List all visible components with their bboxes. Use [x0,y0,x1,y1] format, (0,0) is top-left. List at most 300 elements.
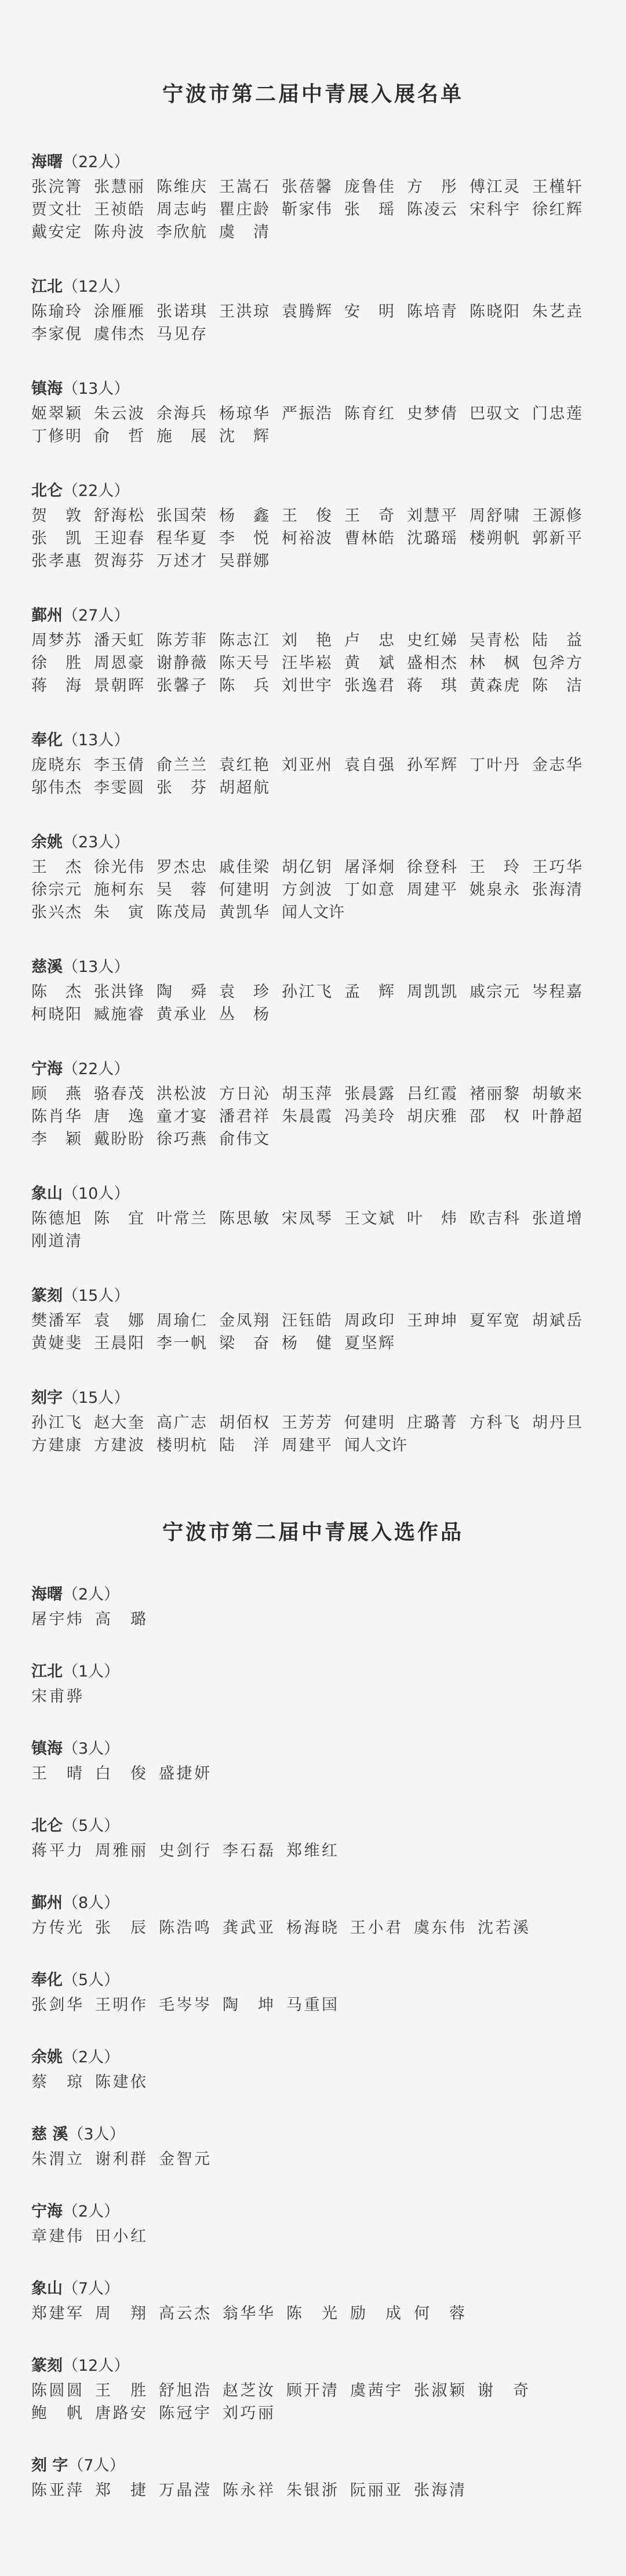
region-heading [31,1387,595,1409]
person-name: 胡玉萍 [282,1085,332,1103]
region-count: （12人） [63,278,130,296]
list2-title: 宁波市第二届中青展入选作品 [162,1521,464,1544]
region-count: （13人） [63,731,130,749]
region-count: （10人） [63,1185,130,1203]
person-name: 叶 炜 [407,1210,457,1228]
region-count: （2人） [63,2048,120,2066]
name-list [31,629,595,697]
region-section [31,832,595,924]
region-count: （2人） [63,2203,120,2221]
person-name: 安 明 [344,303,394,321]
person-name: 王 胜 [95,2382,146,2400]
region-heading [31,2124,595,2146]
person-name: 虞东伟 [414,1919,465,1937]
name-list [31,1917,595,1939]
region-section [31,1387,595,1457]
region-name: 慈 溪 [31,2125,68,2143]
person-name: 白 俊 [95,1765,146,1783]
region-section [31,2278,595,2325]
region-name: 海曙 [31,1585,63,1603]
person-name: 汪毕崧 [282,654,332,672]
person-name: 方 彤 [407,178,457,196]
person-name: 吕红霞 [407,1085,457,1103]
person-name: 高云杰 [159,2305,210,2323]
person-name: 周舒啸 [470,507,519,525]
person-name: 谢静薇 [156,654,206,672]
person-name: 李 颖 [31,1130,81,1148]
person-name: 黄承业 [156,1006,206,1024]
person-name: 庄璐菁 [407,1414,457,1432]
region-name: 宁海 [31,2203,63,2221]
region-count: （13人） [63,958,130,976]
person-name: 黄森虎 [470,677,519,695]
region-name: 象山 [31,2280,63,2298]
person-name: 陆 洋 [219,1436,269,1454]
person-name: 黄婕斐 [31,1334,81,1352]
person-name: 张国荣 [156,507,206,525]
person-name: 李欣航 [156,223,206,241]
person-name: 闻人文许 [344,1436,407,1454]
person-name: 贺 敦 [31,507,81,525]
person-name: 庞鲁佳 [344,178,394,196]
person-name: 朱渭立 [31,2150,82,2168]
region-name: 象山 [31,1185,63,1203]
region-heading [31,956,595,978]
name-list [31,505,595,572]
region-section [31,730,595,799]
region-section [31,151,595,244]
person-name: 戚佳梁 [219,858,269,876]
person-name: 陈浩鸣 [159,1919,210,1937]
person-name: 刘慧平 [407,507,457,525]
list1-title: 宁波市第二届中青展入展名单 [162,82,464,106]
person-name: 陈德旭 [31,1210,81,1228]
person-name: 翁华华 [223,2305,274,2323]
person-name: 张 瑶 [344,201,394,219]
person-name: 张海清 [532,881,582,899]
person-name: 柯裕波 [282,529,332,547]
person-name: 励 成 [350,2305,401,2323]
region-section [31,1661,595,1708]
person-name: 王 奇 [344,507,394,525]
person-name: 王珅坤 [407,1312,457,1330]
region-name: 刻 字 [31,2457,68,2475]
region-count: （3人） [68,2125,125,2143]
person-name: 徐登科 [407,858,457,876]
person-name: 洪松波 [156,1085,206,1103]
person-name: 张 凯 [31,529,81,547]
person-name: 李雯圆 [94,779,144,797]
person-name: 鲍 帆 [31,2404,82,2422]
person-name: 陈晓阳 [470,303,519,321]
person-name: 张海清 [414,2481,465,2499]
person-name: 周 翔 [95,2305,146,2323]
person-name: 舒旭浩 [159,2382,210,2400]
person-name: 万述才 [156,552,206,570]
person-name: 周梦苏 [31,632,81,650]
region-section [31,1738,595,1785]
region-heading [31,2355,595,2377]
person-name: 俞 哲 [94,427,144,445]
person-name: 史梦倩 [407,405,457,423]
person-name: 张剑华 [31,1996,82,2014]
person-name: 赵大奎 [94,1414,144,1432]
person-name: 臧施睿 [94,1006,144,1024]
person-name: 樊潘军 [31,1312,81,1330]
region-section [31,480,595,572]
region-name: 镇海 [31,1740,63,1758]
person-name: 李玉倩 [94,756,144,774]
region-section [31,956,595,1026]
person-name: 胡敏来 [532,1085,582,1103]
region-heading [31,730,595,752]
region-count: （7人） [68,2457,125,2475]
person-name: 王文斌 [344,1210,394,1228]
name-list [31,2302,595,2325]
person-name: 周瑜仁 [156,1312,206,1330]
person-name: 刘巧丽 [223,2404,274,2422]
region-section [31,1183,595,1253]
person-name: 蔡 琼 [31,2073,82,2091]
region-heading [31,1584,595,1606]
person-name: 朱艺垚 [532,303,582,321]
name-list [31,2148,595,2171]
name-list [31,402,595,448]
list1-sections [31,151,595,1457]
person-name: 马见存 [156,325,206,343]
person-name: 郑 捷 [95,2481,146,2499]
person-name: 张孝惠 [31,552,81,570]
region-heading [31,605,595,627]
region-heading [31,2455,595,2477]
person-name: 吴群娜 [219,552,269,570]
person-name: 周志屿 [156,201,206,219]
person-name: 景朝晖 [94,677,144,695]
person-name: 高广志 [156,1414,206,1432]
region-name: 篆刻 [31,2357,63,2375]
person-name: 孙江飞 [282,983,332,1001]
person-name: 方传光 [31,1919,82,1937]
person-name: 冯美玲 [344,1108,394,1126]
person-name: 王晨阳 [94,1334,144,1352]
person-name: 姚泉永 [470,881,519,899]
person-name: 陈凌云 [407,201,457,219]
person-name: 虞茜宇 [350,2382,401,2400]
person-name: 蒋 琪 [407,677,457,695]
name-list [31,981,595,1026]
person-name: 张洪锋 [94,983,144,1001]
name-list [31,1083,595,1151]
person-name: 沈 辉 [219,427,269,445]
person-name: 骆春茂 [94,1085,144,1103]
region-name: 北仑 [31,1817,63,1835]
person-name: 余海兵 [156,405,206,423]
person-name: 周建平 [407,881,457,899]
person-name: 沈若溪 [478,1919,529,1937]
person-name: 包斧方 [532,654,582,672]
person-name: 夏坚辉 [344,1334,394,1352]
name-list [31,1685,595,1708]
region-section [31,2047,595,2094]
person-name: 王 杰 [31,858,81,876]
person-name: 刘世宇 [282,677,332,695]
person-name: 方建康 [31,1436,81,1454]
person-name: 胡丹旦 [532,1414,582,1432]
person-name: 楼朔帆 [470,529,519,547]
person-name: 潘君祥 [219,1108,269,1126]
person-name: 吴青松 [470,632,519,650]
person-name: 郭新平 [532,529,582,547]
region-name: 篆刻 [31,1287,63,1305]
name-list [31,176,595,244]
person-name: 胡庆雅 [407,1108,457,1126]
region-section [31,2124,595,2171]
person-name: 屠泽炯 [344,858,394,876]
person-name: 陈 杰 [31,983,81,1001]
region-count: （1人） [63,1663,120,1681]
region-name: 奉化 [31,731,63,749]
person-name: 田小红 [95,2227,146,2245]
person-name: 严振浩 [282,405,332,423]
region-heading [31,276,595,298]
name-list [31,1840,595,1862]
region-section [31,1969,595,2016]
person-name: 赵芝汝 [223,2382,274,2400]
region-heading [31,2278,595,2300]
person-name: 何建明 [219,881,269,899]
region-heading [31,1058,595,1080]
person-name: 袁红艳 [219,756,269,774]
person-name: 沈璐瑶 [407,529,457,547]
person-name: 丁叶丹 [470,756,519,774]
person-name: 黄 斌 [344,654,394,672]
person-name: 李石磊 [223,1842,274,1860]
person-name: 孟 辉 [344,983,394,1001]
person-name: 孙江飞 [31,1414,81,1432]
region-name: 鄞州 [31,1894,63,1912]
person-name: 金智元 [159,2150,210,2168]
person-name: 李家俔 [31,325,81,343]
person-name: 徐宗元 [31,881,81,899]
person-name: 郑维红 [286,1842,337,1860]
person-name: 袁腾辉 [282,303,332,321]
person-name: 虞 清 [219,223,269,241]
person-name: 朱 寅 [94,904,144,921]
person-name: 周政印 [344,1312,394,1330]
person-name: 丛 杨 [219,1006,269,1024]
person-name: 柯晓阳 [31,1006,81,1024]
name-list [31,754,595,799]
name-list [31,1412,595,1457]
person-name: 陈瑜玲 [31,303,81,321]
person-name: 俞伟文 [219,1130,269,1148]
person-name: 戚宗元 [470,983,519,1001]
person-name: 朱银浙 [286,2481,337,2499]
person-name: 王巧华 [532,858,582,876]
person-name: 陈茂局 [156,904,206,921]
person-name: 丁修明 [31,427,81,445]
person-name: 王芳芳 [282,1414,332,1432]
person-name: 唐路安 [95,2404,146,2422]
region-heading [31,2047,595,2069]
person-name: 张浣箐 [31,178,81,196]
person-name: 顾 燕 [31,1085,81,1103]
person-name: 史剑行 [159,1842,210,1860]
region-heading [31,1183,595,1205]
person-name: 王 俊 [282,507,332,525]
person-name: 宋科宇 [470,201,519,219]
region-heading [31,151,595,173]
person-name: 施柯东 [94,881,144,899]
name-list [31,1994,595,2016]
person-name: 程华夏 [156,529,206,547]
person-name: 何 蓉 [414,2305,465,2323]
person-name: 胡斌岳 [532,1312,582,1330]
person-name: 陈 兵 [219,677,269,695]
person-name: 万晶滢 [159,2481,210,2499]
person-name: 高 璐 [95,1610,146,1628]
person-name: 陆 益 [532,632,582,650]
region-count: （5人） [63,1817,120,1835]
person-name: 刘 艳 [282,632,332,650]
region-count: （23人） [63,833,130,851]
region-count: （22人） [63,1060,130,1078]
person-name: 陈永祥 [223,2481,274,2499]
region-count: （5人） [63,1971,120,1989]
person-name: 张慧丽 [94,178,144,196]
region-section [31,378,595,448]
name-list [31,2479,595,2502]
person-name: 张 辰 [95,1919,146,1937]
region-heading [31,1661,595,1683]
person-name: 李一帆 [156,1334,206,1352]
person-name: 谢 奇 [478,2382,529,2400]
name-list [31,1207,595,1253]
person-name: 唐 逸 [94,1108,144,1126]
person-name: 夏军宽 [470,1312,519,1330]
name-list [31,1608,595,1631]
person-name: 朱云波 [94,405,144,423]
region-name: 奉化 [31,1971,63,1989]
person-name: 梁 奋 [219,1334,269,1352]
person-name: 郑建军 [31,2305,82,2323]
person-name: 徐 胜 [31,654,81,672]
person-name: 陈培青 [407,303,457,321]
name-list [31,2379,595,2425]
region-section [31,605,595,697]
region-section [31,2355,595,2425]
region-name: 江北 [31,1663,63,1681]
person-name: 王祯皓 [94,201,144,219]
person-name: 王 晴 [31,1765,82,1783]
region-count: （27人） [63,607,130,625]
region-name: 余姚 [31,2048,63,2066]
person-name: 门忠莲 [532,405,582,423]
region-count: （3人） [63,1740,120,1758]
region-name: 北仑 [31,482,63,500]
person-name: 毛岑岑 [159,1996,210,2014]
person-name: 谢利群 [95,2150,146,2168]
person-name: 徐光伟 [94,858,144,876]
person-name: 傅江灵 [470,178,519,196]
region-count: （8人） [63,1894,120,1912]
person-name: 方日沁 [219,1085,269,1103]
person-name: 吴 蓉 [156,881,206,899]
person-name: 贺海芬 [94,552,144,570]
person-name: 罗杰忠 [156,858,206,876]
person-name: 贾文壮 [31,201,81,219]
person-name: 徐红辉 [532,201,582,219]
person-name: 盛捷妍 [159,1765,210,1783]
region-name: 刻字 [31,1389,63,1407]
person-name: 陶 坤 [223,1996,274,2014]
person-name: 王槿轩 [532,178,582,196]
person-name: 卢 忠 [344,632,394,650]
person-name: 叶静超 [532,1108,582,1126]
region-name: 鄞州 [31,607,63,625]
person-name: 阮丽亚 [350,2481,401,2499]
region-section [31,1815,595,1862]
region-heading [31,1815,595,1837]
region-name: 海曙 [31,153,63,171]
person-name: 涂雁雁 [94,303,144,321]
person-name: 舒海松 [94,507,144,525]
person-name: 方建波 [94,1436,144,1454]
person-name: 李 悦 [219,529,269,547]
name-list [31,300,595,346]
person-name: 张馨子 [156,677,206,695]
person-name: 陈肖华 [31,1108,81,1126]
region-name: 慈溪 [31,958,63,976]
region-heading [31,1969,595,1991]
person-name: 王 玲 [470,858,519,876]
person-name: 张 芬 [156,779,206,797]
person-name: 邬伟杰 [31,779,81,797]
person-name: 袁自强 [344,756,394,774]
person-name: 陈建依 [95,2073,146,2091]
person-name: 闻人文许 [282,904,344,921]
name-list [31,1309,595,1355]
region-heading [31,1285,595,1307]
region-section [31,1058,595,1151]
person-name: 周恩豪 [94,654,144,672]
person-name: 陈思敏 [219,1210,269,1228]
region-section [31,276,595,346]
person-name: 徐巧燕 [156,1130,206,1148]
person-name: 金志华 [532,756,582,774]
region-section [31,1285,595,1355]
person-name: 楼明杭 [156,1436,206,1454]
person-name: 童才宴 [156,1108,206,1126]
region-heading [31,1892,595,1914]
person-name: 屠宇炜 [31,1610,82,1628]
person-name: 史红娣 [407,632,457,650]
region-heading [31,2201,595,2223]
person-name: 金凤翔 [219,1312,269,1330]
person-name: 张蓓馨 [282,178,332,196]
person-name: 刚道清 [31,1232,81,1250]
name-list [31,1762,595,1785]
person-name: 陈芳菲 [156,632,206,650]
person-name: 陈圆圆 [31,2382,82,2400]
person-name: 戴盼盼 [94,1130,144,1148]
person-name: 褚丽黎 [470,1085,519,1103]
person-name: 孙军辉 [407,756,457,774]
person-name: 杨 鑫 [219,507,269,525]
region-count: （7人） [63,2280,120,2298]
person-name: 周建平 [282,1436,332,1454]
person-name: 陈 光 [286,2305,337,2323]
